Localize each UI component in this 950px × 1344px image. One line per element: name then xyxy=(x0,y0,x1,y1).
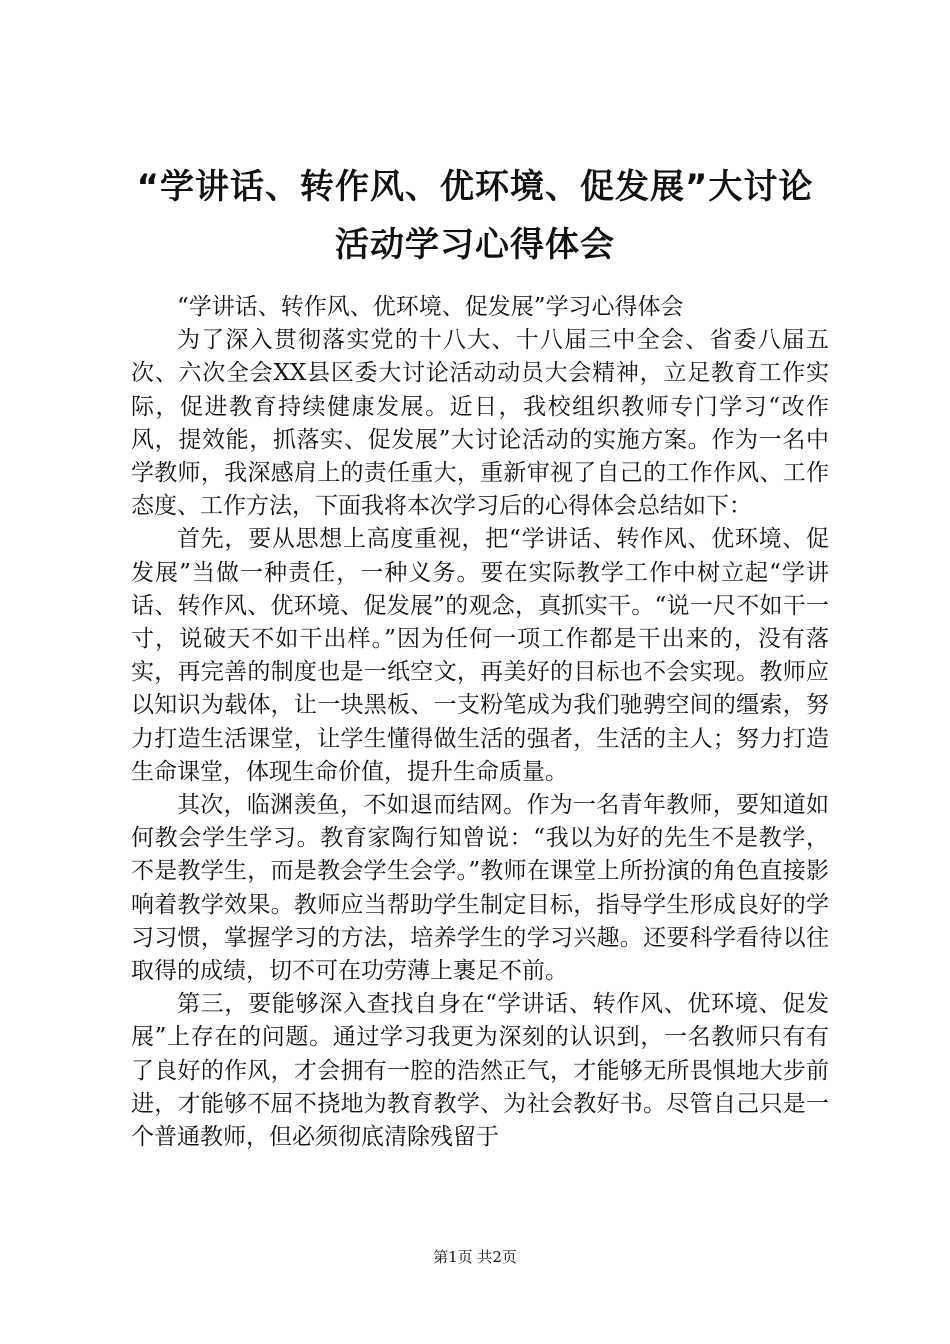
paragraph-third: 第三，要能够深入查找自身在“学讲话、转作风、优环境、促发展”上存在的问题。通过学习我更为深刻的认识到，一名教师只有有了良好的作风，才会拥有一腔的浩然正气，才能够无所畏惧地大步前进，才能够不屈不挠地为教育教学、为社会教好书。尽管自己只是一个普通教师，但必须彻底清除残留于 xyxy=(131,991,829,1151)
title-line-1: “学讲话、转作风、优环境、促发展”大讨论 xyxy=(136,167,814,207)
document-body xyxy=(131,291,829,1154)
title-line-2: 活动学习心得体会 xyxy=(335,225,615,265)
subtitle-paragraph: “学讲话、转作风、优环境、促发展”学习心得体会 xyxy=(177,294,684,320)
page-footer: 第1页 共2页 xyxy=(433,1248,517,1266)
paragraph-intro: 为了深入贯彻落实党的十八大、十八届三中全会、省委八届五次、六次全会XX县区委大讨论活动动员大会精神，立足教育工作实际，促进教育持续健康发展。近日，我校组织教师专门学习“改作风，提效能，抓落实、促发展”大讨论活动的实施方案。作为一名中学教师，我深感肩上的责任重大，重新审视了自己的工作作风、工作态度、工作方法，下面我将本次学习后的心得体会总结如下： xyxy=(131,327,829,520)
document-title xyxy=(110,158,840,274)
paragraph-second: 其次，临渊羡鱼，不如退而结网。作为一名青年教师，要知道如何教会学生学习。教育家陶行知曾说：“我以为好的先生不是教学，不是教学生，而是教会学生会学。”教师在课堂上所扮演的角色直接影响着教学效果。教师应当帮助学生制定目标，指导学生形成良好的学习习惯，掌握学习的方法，培养学生的学习兴趣。还要科学看待以往取得的成绩，切不可在功劳薄上裹足不前。 xyxy=(131,792,829,985)
paragraph-first: 首先，要从思想上高度重视，把“学讲话、转作风、优环境、促发展”当做一种责任，一种义务。要在实际教学工作中树立起“学讲话、转作风、优环境、促发展”的观念，真抓实干。“说一尺不如干一寸，说破天不如干出样。”因为任何一项工作都是干出来的，没有落实，再完善的制度也是一纸空文，再美好的目标也不会实现。教师应以知识为载体，让一块黑板、一支粉笔成为我们驰骋空间的缰索，努力打造生活课堂，让学生懂得做生活的强者，生活的主人；努力打造生命课堂，体现生命价值，提升生命质量。 xyxy=(131,526,829,785)
